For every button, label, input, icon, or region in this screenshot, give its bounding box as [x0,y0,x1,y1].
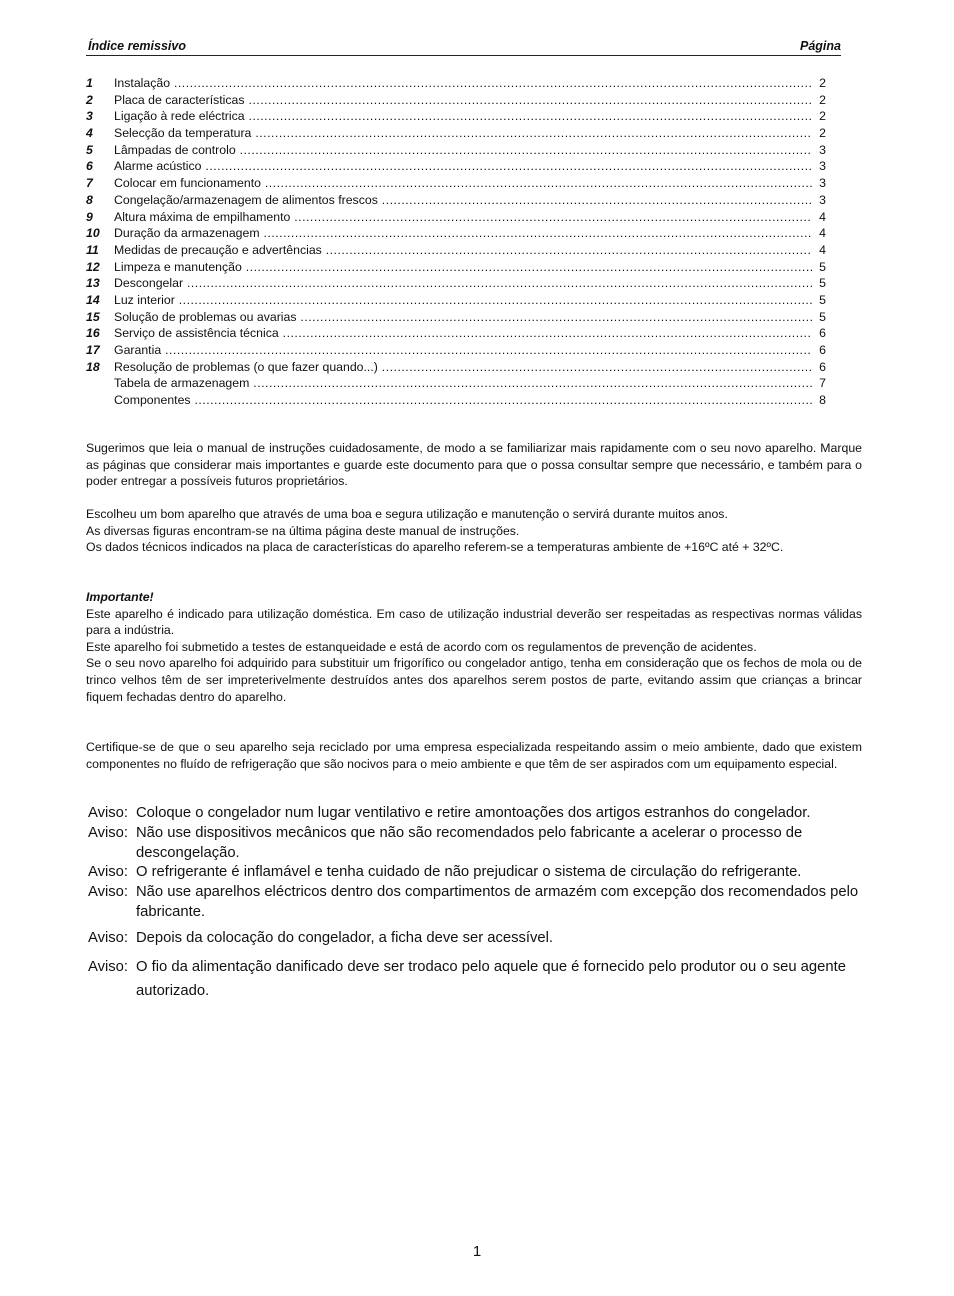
toc-number: 12 [86,259,100,274]
toc-page: 5 [812,292,826,309]
warning-item [88,955,878,1003]
toc-number: 5 [86,142,93,157]
toc-label: Altura máxima de empilhamento ..... [114,209,812,226]
toc-number: 10 [86,226,100,241]
toc-label: Congelação/armazenagem de alimentos frescos ..... [114,192,812,209]
toc-number: 18 [86,359,100,374]
warning-label: Aviso: [88,864,129,881]
figures-paragraph: As diversas figuras encontram-se na última página deste manual de instruções. [86,523,520,538]
toc-entry [86,375,826,392]
recycling-paragraph: Certifique-se de que o seu aparelho seja reciclado por uma empresa especializada respeitando assim o meio ambiente, dado que existem componentes no fluído de refrigeração que são nocivos para o meio ambiente e que têm de ser aspirados com um equipamento especial. [86,740,862,771]
important-paragraph: Este aparelho foi submetido a testes de estanqueidade e está de acordo com os regulamentos de prevenção de acidentes. [86,639,757,654]
toc-page: 3 [812,142,826,159]
recycling-section [86,739,862,772]
toc-page: 2 [812,125,826,142]
toc-entry [86,75,826,92]
choice-paragraph: Escolheu um bom aparelho que através de uma boa e segura utilização e manutenção o servirá durante muitos anos. [86,507,728,521]
toc-label: Resolução de problemas (o que fazer quando...) ..... [114,359,812,376]
important-section [86,589,862,705]
toc-number: 13 [86,276,100,291]
toc-page: 2 [812,75,826,92]
toc-entry [86,275,826,292]
toc-label: Descongelar ..... [114,275,812,292]
toc-entry [86,92,826,109]
warning-item [88,824,878,864]
toc-entry [86,309,826,326]
toc-page: 4 [812,209,826,226]
toc-number: 7 [86,176,93,191]
intro-paragraph: Sugerimos que leia o manual de instruções cuidadosamente, de modo a se familiarizar mais rapidamente com o seu novo aparelho. Marque as páginas que considerar mais importantes e guarde este documento para que o possa consultar sempre que necessário, e também para o poder entregar a possíveis futuros proprietários. [86,441,862,489]
toc-label: Luz interior ..... [114,292,812,309]
toc-entry [86,108,826,125]
warning-item [88,929,878,949]
important-paragraph: Este aparelho é indicado para utilização doméstica. Em caso de utilização industrial deverão ser respeitadas as respectivas normas válidas para a indústria. [86,606,862,638]
warning-text: Não use dispositivos mecânicos que não são recomendados pelo fabricante a acelerar o processo de descongelação. [136,824,803,861]
warning-item [88,804,878,824]
toc-label: Duração da armazenagem ..... [114,225,812,242]
toc-label: Tabela de armazenagem ..... [114,375,812,392]
toc-number: 2 [86,92,93,107]
toc-number: 4 [86,126,93,141]
toc-page: 6 [812,325,826,342]
toc-entry [86,242,826,259]
toc-number: 14 [86,292,100,307]
toc-page: 4 [812,242,826,259]
toc-number: 15 [86,309,100,324]
warning-label: Aviso: [88,824,129,841]
warning-item [88,863,878,883]
toc-entry [86,259,826,276]
page-column-title: Página [800,39,841,53]
toc-entry [86,209,826,226]
index-title: Índice remissivo [88,39,186,53]
toc-label: Alarme acústico ..... [114,158,812,175]
important-heading: Importante! [86,590,154,604]
warning-text: Depois da colocação do congelador, a ficha deve ser acessível. [136,929,554,946]
toc-number: 1 [86,76,93,90]
intro-section [86,440,862,490]
toc-page: 4 [812,225,826,242]
toc-label: Instalação ..... [114,75,812,92]
warning-label: Aviso: [88,929,129,946]
index-header [86,37,841,56]
toc-entry [86,342,826,359]
toc-label: Serviço de assistência técnica ..... [114,325,812,342]
toc-number: 17 [86,343,100,357]
page-number: 1 [472,1243,482,1260]
toc-label: Placa de características ..... [114,92,812,109]
warning-label: Aviso: [88,884,129,901]
technical-data-paragraph: Os dados técnicos indicados na placa de características do aparelho referem-se a temperaturas ambiente de +16ºC até + 32ºC. [86,540,784,555]
toc-number: 3 [86,109,93,124]
warning-text: O fio da alimentação danificado deve ser trodaco pelo aquele que é fornecido pelo produtor ou o seu agente autorizado. [136,958,846,999]
toc-number: 16 [86,326,100,341]
toc-number: 11 [86,242,99,257]
toc-entry [86,142,826,159]
toc-page: 3 [812,158,826,175]
toc-page: 7 [812,375,826,392]
warning-label: Aviso: [88,958,129,975]
choice-section [86,506,862,556]
toc-label: Limpeza e manutenção ..... [114,259,812,276]
warning-text: O refrigerante é inflamável e tenha cuidado de não prejudicar o sistema de circulação do refrigerante. [136,864,802,881]
toc-label: Selecção da temperatura ..... [114,125,812,142]
toc-label: Ligação à rede eléctrica ..... [114,108,812,125]
toc-entry [86,292,826,309]
toc-page: 5 [812,259,826,276]
toc-page: 2 [812,108,826,125]
toc-label: Solução de problemas ou avarias ..... [114,309,812,326]
toc-entry [86,192,826,209]
toc-entry [86,325,826,342]
toc-page: 5 [812,309,826,326]
toc-page: 6 [812,359,826,376]
toc-entry [86,392,826,409]
toc-number: 6 [86,159,93,174]
toc-label: Componentes ..... [114,392,812,409]
toc-number: 9 [86,209,93,224]
toc-page: 3 [812,192,826,209]
warning-text: Não use aparelhos eléctricos dentro dos compartimentos de armazém com excepção dos recomendados pelo fabricante. [136,884,859,920]
toc-entry [86,125,826,142]
toc-label: Medidas de precaução e advertências ..... [114,242,812,259]
toc-entry [86,225,826,242]
table-of-contents [86,75,826,409]
toc-number: 8 [86,192,93,207]
toc-page: 5 [812,275,826,292]
toc-page: 3 [812,175,826,192]
toc-entry [86,359,826,376]
toc-page: 6 [812,342,826,359]
important-paragraph: Se o seu novo aparelho foi adquirido para substituir um frigorífico ou congelador antigo, tenha em consideração que os fechos de mola ou de trinco velhos têm de ser impreterivelmente destruídos antes dos aparelhos serem postos de parte, evitando assim que crianças a brincar fiquem fechadas dentro do aparelho. [86,656,862,704]
toc-label: Garantia ..... [114,342,812,359]
toc-page: 8 [812,392,826,409]
warning-item [88,883,878,923]
toc-label: Colocar em funcionamento ..... [114,175,812,192]
toc-entry [86,175,826,192]
toc-page: 2 [812,92,826,109]
toc-entry [86,158,826,175]
warning-label: Aviso: [88,805,129,821]
warnings-list [88,804,878,1003]
warning-text: Coloque o congelador num lugar ventilativo e retire amontoações dos artigos estranhos do congelador. [136,805,811,821]
toc-label: Lâmpadas de controlo ..... [114,142,812,159]
